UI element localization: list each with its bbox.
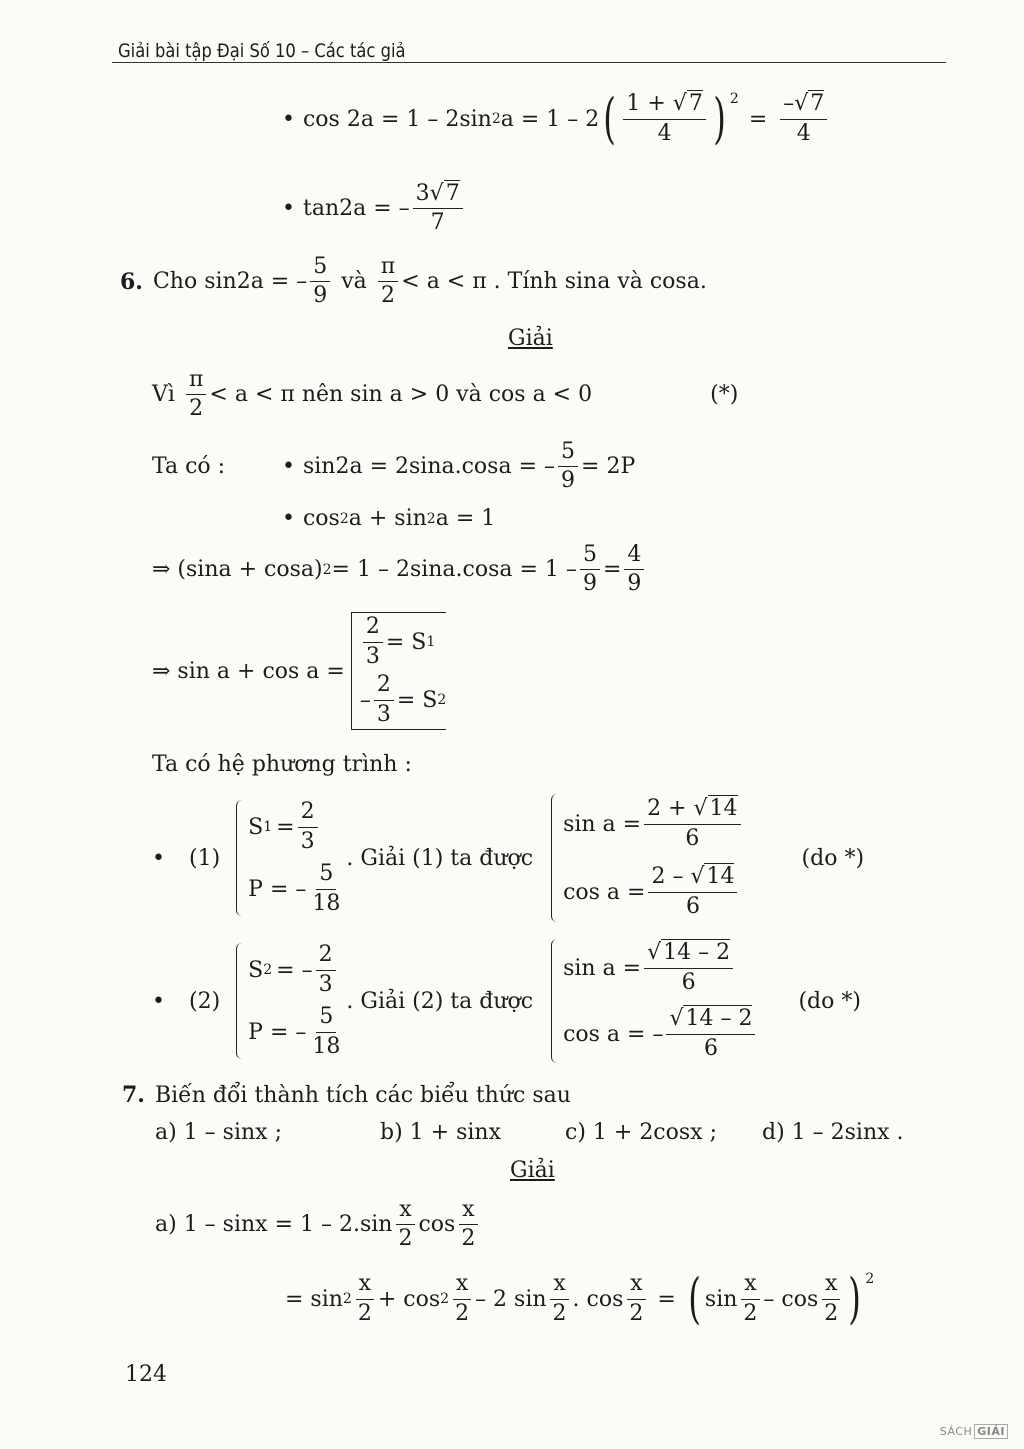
exercise-7-part-d: d) 1 – 2sinx . [762, 1120, 904, 1145]
right-paren: ) [713, 87, 726, 150]
identity-line: • cos 2 a + sin 2 a = 1 [282, 506, 496, 531]
exercise-6-statement: 6. Cho sin2a = – $\frac{5}{9}$ và $\frac{\pi}{2}$ < a < π . Tính sina và cosa. [120, 254, 707, 309]
sum-cases-line: ⇒ sin a + cos a = $\frac{2}{3}$ = S 1 – $\frac{2}{3}$ = S 2 [152, 612, 446, 730]
frac-negroot7-over-4: $\frac{-√7}{4}$ [780, 92, 827, 145]
frac-1plusroot7-over-4: $\frac{1 + √7}{4}$ [623, 92, 705, 145]
exercise-7-part-a: a) 1 – sinx ; [155, 1120, 282, 1145]
tan2a-lhs: tan2a = – [302, 196, 410, 222]
exercise-7-statement: 7. Biến đổi thành tích các biểu thức sau [122, 1082, 571, 1108]
exercise-7-part-b: b) 1 + sinx [380, 1120, 501, 1145]
header-rule [112, 62, 946, 63]
solution-heading-7: Giải [510, 1158, 555, 1183]
cos2a-lhs: cos 2a = 1 – 2sin [302, 106, 492, 132]
cos2a-line: • cos 2a = 1 – 2sin 2 a = 1 – 2 ( $\frac{1 + √7}{4}$ ) 2 = $\frac{-√7}{4}$ [282, 92, 830, 146]
ex7a-line1: a) 1 – sinx = 1 – 2.sin $\frac{x}{2}$ cos $\frac{x}{2}$ [155, 1198, 481, 1251]
case-bracket: $\frac{2}{3}$ = S 1 – $\frac{2}{3}$ = S 2 [351, 612, 446, 730]
solution-heading-6: Giải [508, 326, 553, 351]
page-number: 124 [125, 1362, 167, 1387]
system-2: • (2) S 2 = – $\frac{2}{3}$ P = – $\frac{5}{18}$ . Giải (2) ta được sin a = $\frac{√14 - 2}{6}$ cos a = – $\frac{√14 - 2}{6}$ (do *) [152, 935, 861, 1067]
frac-3root7-over-7: $\frac{3√7}{7}$ [413, 182, 463, 235]
running-header: Giải bài tập Đại Số 10 – Các tác giả [118, 40, 406, 62]
square-sum-line: ⇒ (sina + cosa) 2 = 1 – 2sina.cosa = 1 – $\frac{5}{9}$ = $\frac{4}{9}$ [152, 543, 647, 596]
tan2a-line: • tan2a = – $\frac{3√7}{7}$ [282, 182, 466, 235]
exercise-7-part-c: c) 1 + 2cosx ; [565, 1120, 717, 1145]
publisher-logo: SÁCH GIẢI [940, 1424, 1010, 1439]
cos2a-mid: a = 1 – 2 [500, 106, 600, 132]
system-intro: Ta có hệ phương trình : [152, 752, 412, 777]
ex7a-line2: = sin 2 $\frac{x}{2}$ + cos 2 $\frac{x}{2}$ – 2 sin $\frac{x}{2}$ . cos $\frac{x}{2}$ = ( sin $\frac{x}{2}$ – cos $\frac{x}{2}$ ) 2 [285, 1267, 875, 1330]
taco-line: Ta có : • sin2a = 2sina.cosa = – $\frac{5}{9}$ = 2P [152, 439, 636, 494]
exp-2: 2 [491, 111, 501, 127]
vi-line: Vì $\frac{\pi}{2}$ < a < π nên sin a > 0 và cos a < 0 (*) [152, 367, 739, 422]
left-paren: ( [603, 87, 617, 150]
system-1: • (1) S 1 = $\frac{2}{3}$ P = – $\frac{5}{18}$ . Giải (1) ta được sin a = $\frac{2 + √14}{6}$ cos a = $\frac{2 - √14}{6}$ (do *) [152, 790, 864, 926]
